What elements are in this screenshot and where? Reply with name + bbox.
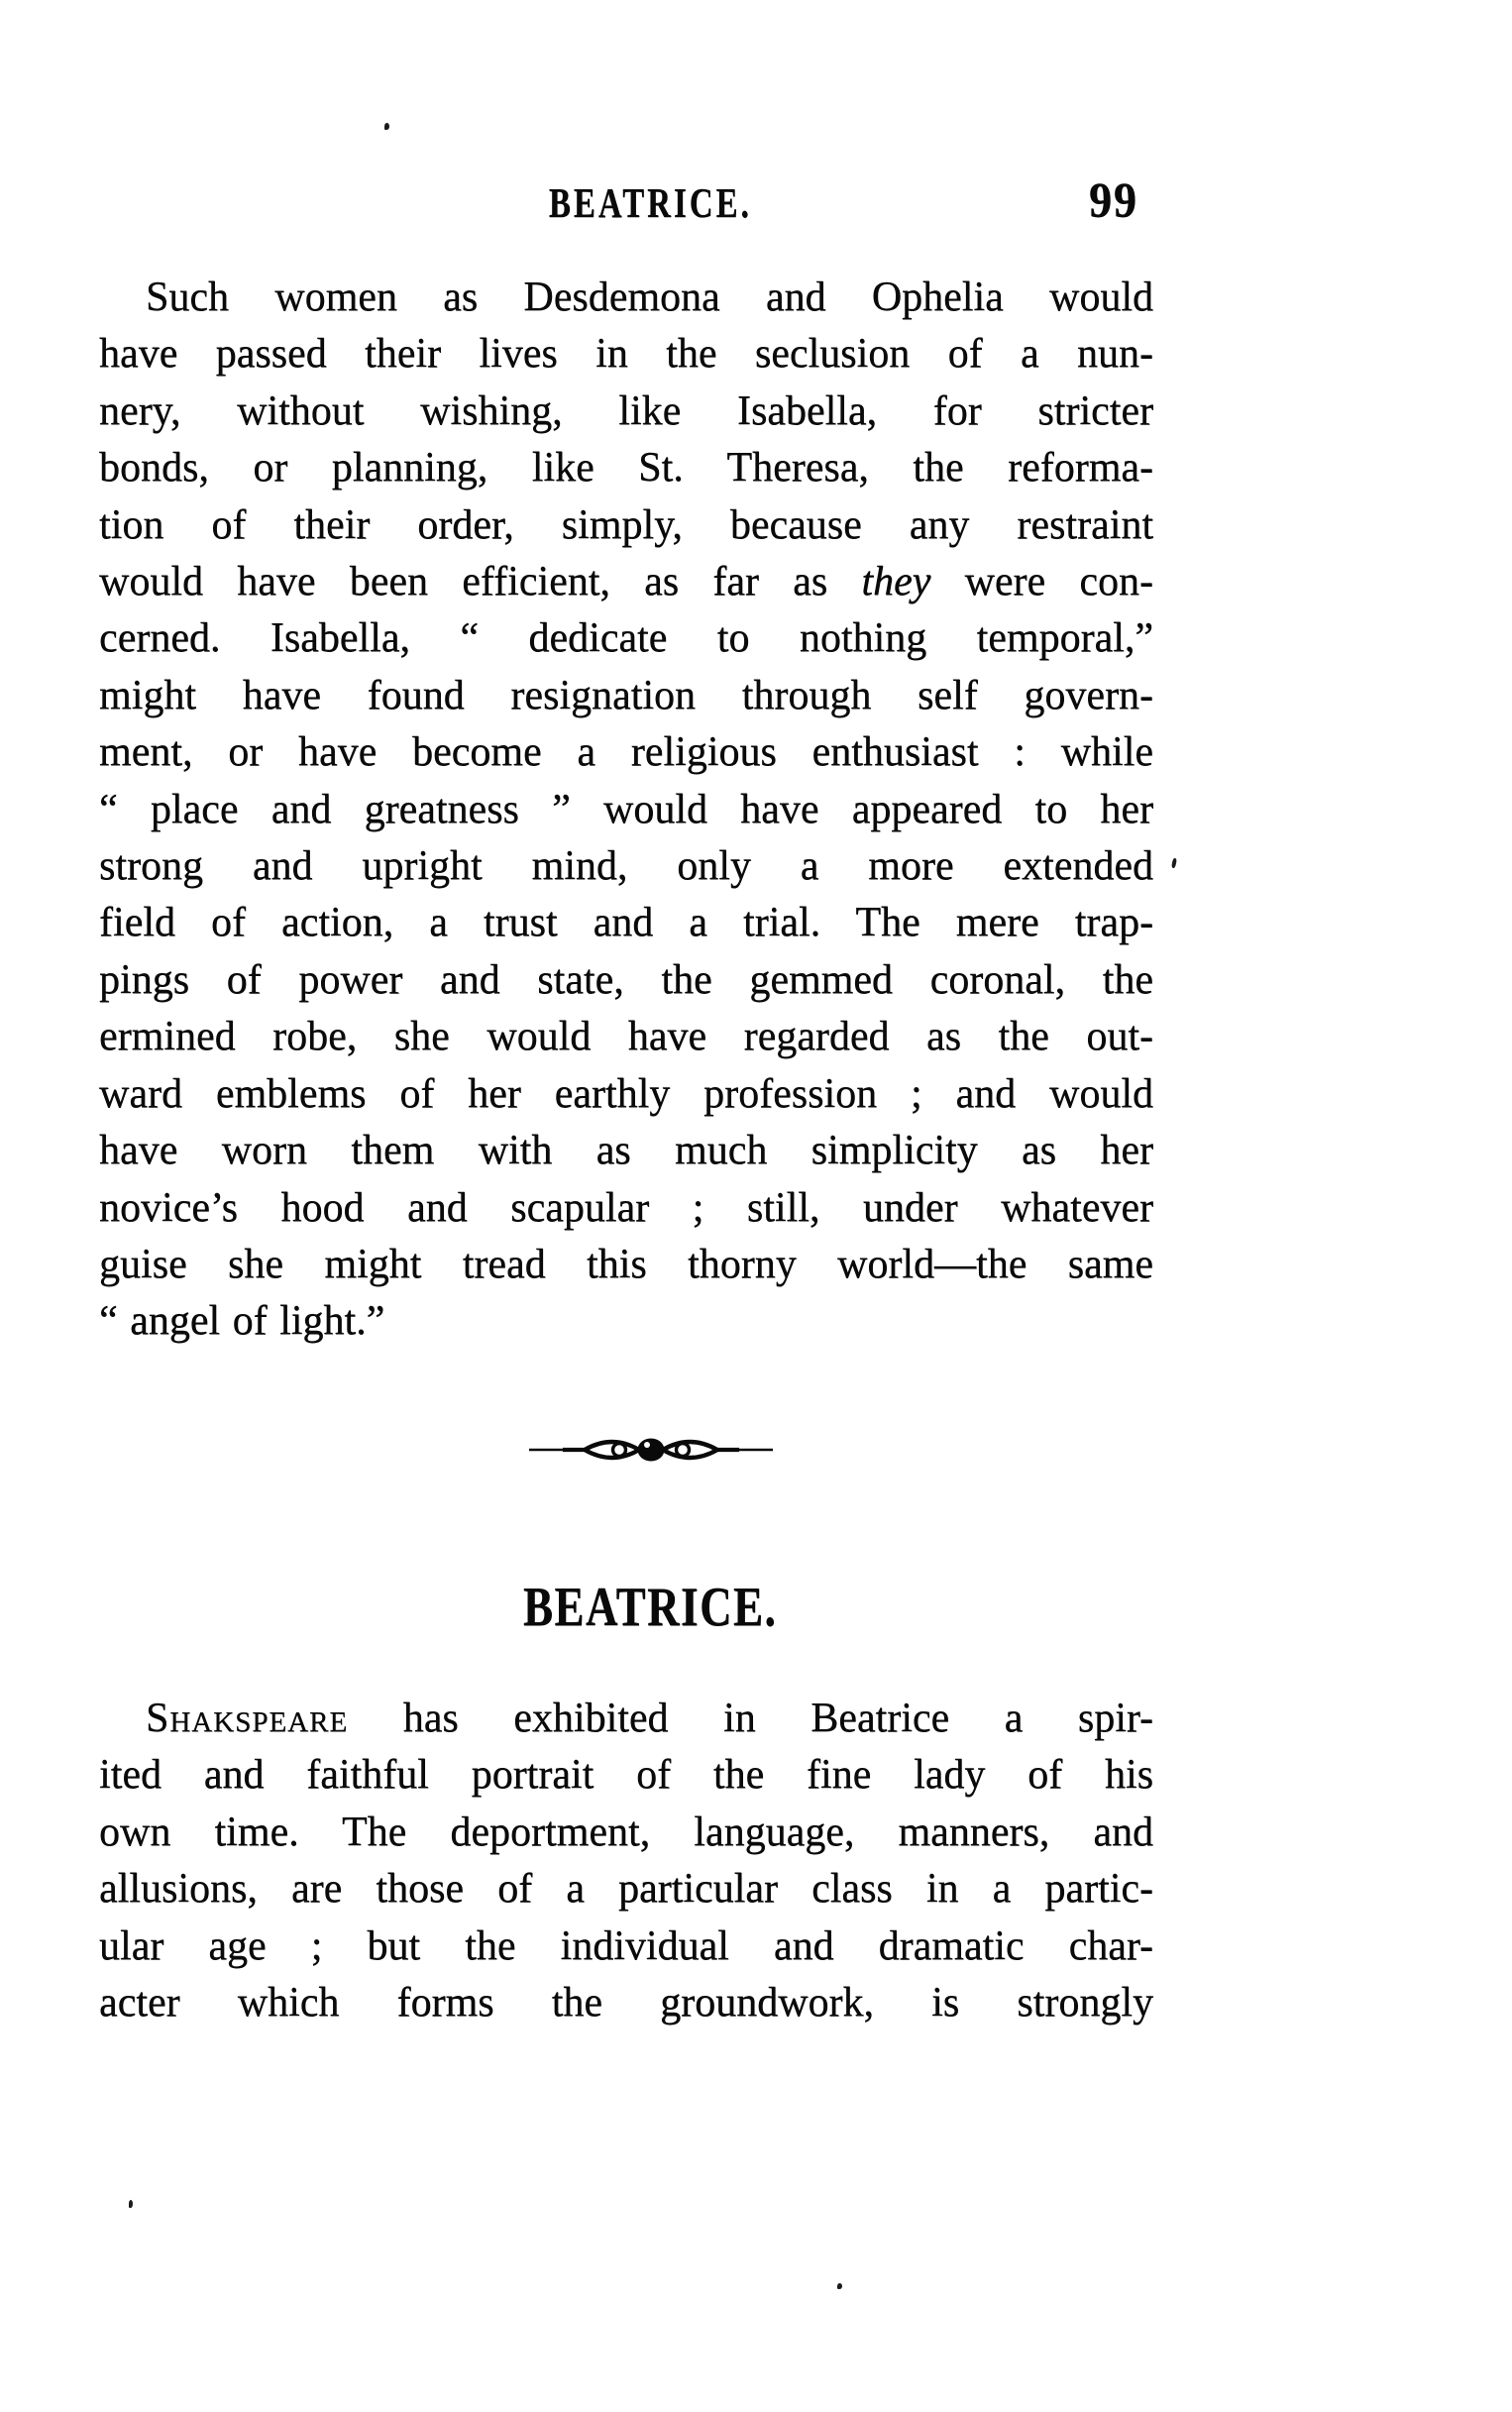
text-segment: bonds, or planning, like St. Theresa, the reforma- — [99, 445, 1153, 492]
text-segment: own time. The deportment, language, manners, and — [99, 1809, 1153, 1855]
text-line — [99, 1805, 1153, 1861]
text-line — [99, 952, 1153, 1009]
text-line — [99, 326, 1153, 383]
section-heading: BEATRICE. — [522, 1577, 778, 1638]
text-segment: “ place and greatness ” would have appeared to her — [99, 786, 1153, 832]
text-segment: pings of power and state, the gemmed coronal, the — [99, 956, 1153, 1003]
text-line — [99, 440, 1153, 496]
text-line — [99, 1123, 1153, 1179]
text-segment: guise she might tread this thorny world—the same — [99, 1241, 1153, 1287]
text-segment: ited and faithful portrait of the fine lady of his — [99, 1752, 1153, 1799]
text-segment: ment, or have become a religious enthusiast : while — [99, 729, 1153, 776]
scan-speck — [837, 2283, 842, 2289]
text-segment: ermined robe, she would have regarded as the out- — [99, 1014, 1153, 1060]
text-line — [99, 1747, 1153, 1804]
text-segment: acter which forms the groundwork, is strongly — [99, 1980, 1153, 2027]
italic-word: they — [861, 559, 931, 605]
text-segment: Such women as Desdemona and Ophelia would — [146, 274, 1153, 320]
paragraph-isabella — [99, 270, 1153, 1351]
running-head: BEATRICE. — [548, 181, 752, 227]
text-line — [99, 1861, 1153, 1918]
text-line — [99, 1691, 1153, 1747]
page-number: 99 — [1089, 171, 1138, 227]
scan-speck — [1171, 858, 1177, 869]
text-segment: have passed their lives in the seclusion of a nun- — [99, 331, 1153, 378]
text-line — [99, 782, 1153, 838]
scan-speck — [384, 123, 389, 130]
text-line — [99, 724, 1153, 781]
text-line — [99, 895, 1153, 951]
running-head-row — [99, 180, 1201, 228]
text-segment: were con- — [930, 559, 1153, 605]
text-segment: ward emblems of her earthly profession ; and would — [99, 1070, 1153, 1117]
text-line — [99, 554, 1153, 610]
text-segment: nery, without wishing, like Isabella, for stricter — [99, 387, 1153, 434]
text-line — [99, 668, 1153, 724]
text-segment: allusions, are those of a particular class in a partic- — [99, 1866, 1153, 1913]
text-line — [99, 838, 1153, 895]
text-line — [99, 270, 1153, 326]
text-segment: strong and upright mind, only a more extended — [99, 843, 1153, 890]
paragraph-beatrice-intro — [99, 1691, 1153, 2031]
text-segment: might have found resignation through self govern- — [99, 672, 1153, 718]
text-line — [99, 497, 1153, 554]
text-segment: cerned. Isabella, “ dedicate to nothing temporal,” — [99, 615, 1153, 662]
text-line — [99, 1180, 1153, 1237]
scan-speck — [129, 2200, 133, 2208]
section-heading-row — [99, 1577, 1201, 1638]
text-line — [99, 1237, 1153, 1293]
text-line — [99, 384, 1153, 440]
text-segment: field of action, a trust and a trial. The mere trap- — [99, 900, 1153, 946]
text-segment: ular age ; but the individual and dramatic char- — [99, 1922, 1153, 1969]
text-segment: novice’s hood and scapular ; still, under whatever — [99, 1184, 1153, 1231]
text-segment: have worn them with as much simplicity as her — [99, 1128, 1153, 1174]
text-line — [99, 1975, 1153, 2031]
text-line — [99, 1293, 1153, 1350]
text-segment: has exhibited in Beatrice a spir- — [348, 1696, 1153, 1741]
text-line — [99, 610, 1153, 667]
text-segment: “ angel of light.” — [99, 1298, 385, 1345]
text-segment: would have been efficient, as far as — [99, 559, 862, 605]
small-caps-word: Shakspeare — [146, 1696, 349, 1741]
section-divider-ornament — [527, 1433, 775, 1467]
text-line — [99, 1919, 1153, 1975]
text-line — [99, 1009, 1153, 1065]
text-line — [99, 1066, 1153, 1123]
text-segment: tion of their order, simply, because any restraint — [99, 501, 1153, 548]
